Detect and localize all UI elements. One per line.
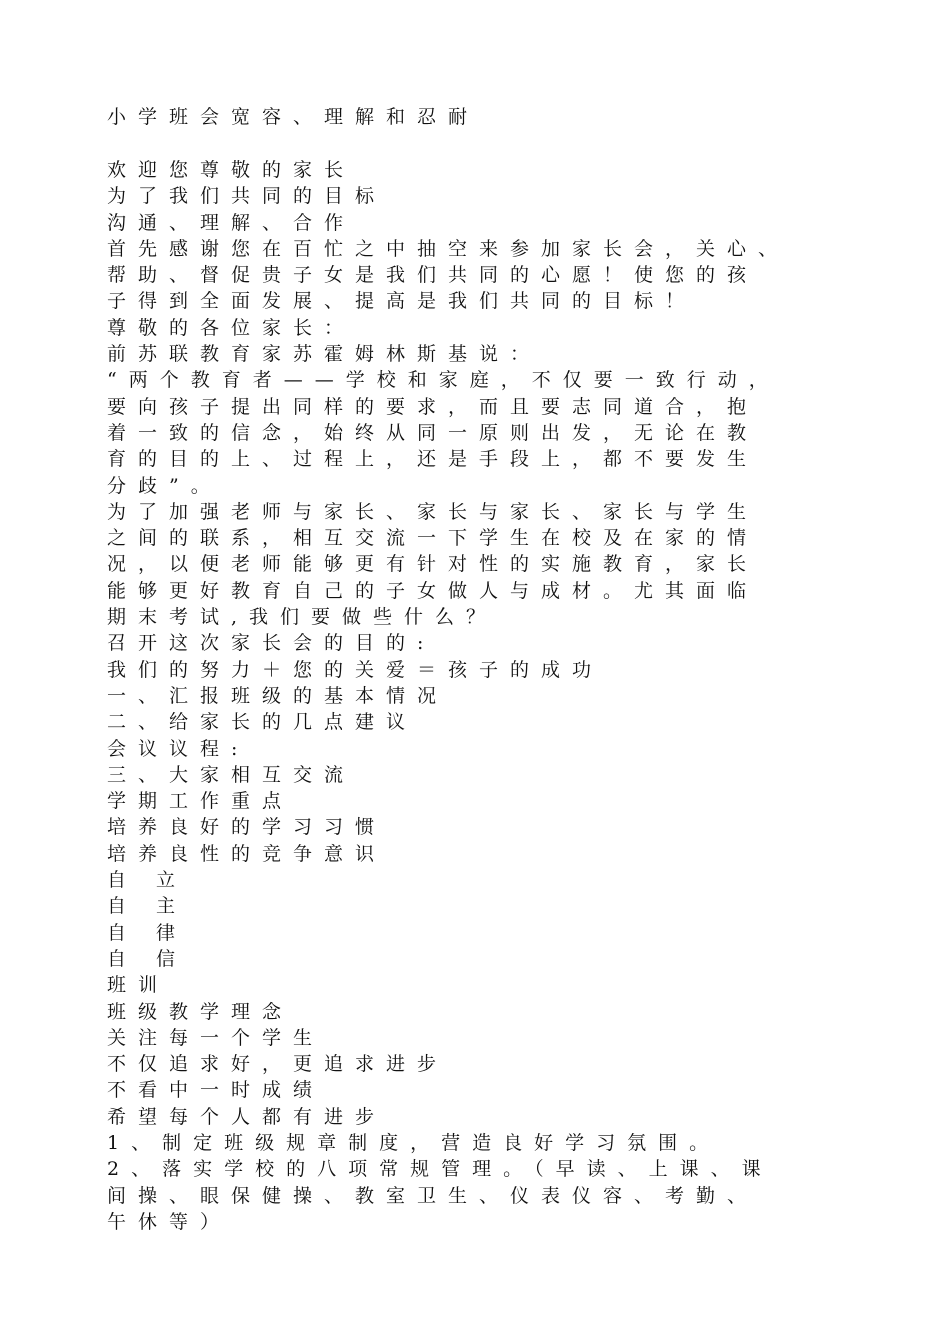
- text-line: 午休等）: [107, 1210, 232, 1233]
- text-line: 帮助、督促贵子女是我们共同的心愿！使您的孩: [107, 264, 759, 287]
- text-line: 况，以便老师能够更有针对性的实施教育，家长: [107, 553, 759, 576]
- text-line: 子得到全面发展、提高是我们共同的目标！: [107, 290, 697, 313]
- text-line: 沟通、理解、合作: [107, 211, 356, 234]
- text-line: 育的目的上、过程上，还是手段上，都不要发生: [107, 448, 759, 471]
- text-line: 会议议程:: [107, 737, 250, 760]
- text-line: 培养良好的学习习惯: [107, 816, 387, 839]
- text-line: 我们的努力＋您的关爱＝孩子的成功: [107, 658, 604, 681]
- text-line: 召开这次家长会的目的:: [107, 632, 436, 655]
- text-line: 自 主: [107, 895, 188, 918]
- text-line: 希望每个人都有进步: [107, 1105, 387, 1128]
- text-line: 要向孩子提出同样的要求，而且要志同道合，抱: [107, 395, 759, 418]
- text-line: 三、大家相互交流: [107, 763, 356, 786]
- text-line: 培养良性的竞争意识: [107, 842, 387, 865]
- text-line: 班训: [107, 974, 170, 997]
- text-line: 1、制定班级规章制度，营造良好学习氛围。: [107, 1131, 721, 1154]
- text-line: 自 律: [107, 921, 188, 944]
- text-line: 之间的联系，相互交流一下学生在校及在家的情: [107, 527, 759, 550]
- text-line: 间操、眼保健操、教室卫生、仪表仪容、考勤、: [107, 1184, 759, 1207]
- text-line: 学期工作重点: [107, 790, 294, 813]
- text-line: 欢迎您尊敬的家长: [107, 159, 356, 181]
- text-line: 不仅追求好，更追求进步: [107, 1053, 449, 1076]
- text-line: 2、落实学校的八项常规管理。（早读、上课、课: [107, 1158, 773, 1181]
- text-line: 二、给家长的几点建议: [107, 711, 418, 734]
- text-line: 不看中一时成绩: [107, 1079, 325, 1102]
- text-line: 首先感谢您在百忙之中抽空来参加家长会，关心、: [107, 237, 790, 260]
- text-line: 着一致的信念，始终从同一原则出发，无论在教: [107, 421, 759, 444]
- text-line: 前苏联教育家苏霍姆林斯基说：: [107, 343, 542, 366]
- text-line: “两个教育者——学校和家庭，不仅要一致行动，: [107, 369, 780, 392]
- text-line: 分歧”。: [107, 474, 222, 497]
- document-body: [107, 157, 867, 1235]
- text-line: 一、汇报班级的基本情况: [107, 684, 449, 707]
- text-line: 能够更好教育自己的子女做人与成材。尤其面临: [107, 579, 759, 602]
- text-line: 为了我们共同的目标: [107, 185, 387, 208]
- text-line: 尊敬的各位家长：: [107, 316, 356, 339]
- text-line: 为了加强老师与家长、家长与家长、家长与学生: [107, 500, 759, 523]
- text-line: 自 立: [107, 869, 188, 892]
- text-line: 关注每一个学生: [107, 1026, 325, 1049]
- text-line: 自 信: [107, 947, 188, 970]
- document-title: 小学班会宽容、理解和忍耐: [107, 106, 480, 128]
- text-line: 期末考试,我们要做些什么？: [107, 606, 498, 629]
- text-line: 班级教学理念: [107, 1000, 294, 1023]
